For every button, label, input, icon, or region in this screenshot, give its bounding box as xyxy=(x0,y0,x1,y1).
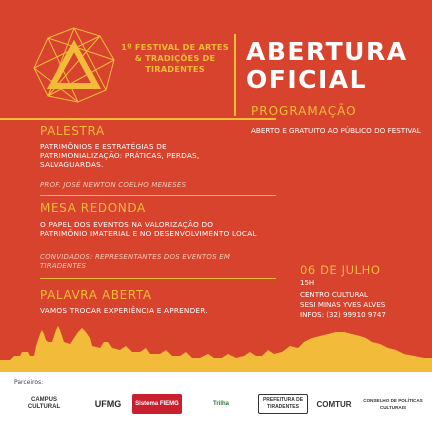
main-title-line2: OFICIAL xyxy=(246,65,368,94)
partner-logo-ufmg: UFMG xyxy=(94,398,122,409)
info-phone: INFOS: (32) 99910 9747 xyxy=(300,310,386,319)
partners-label: Parceiros: xyxy=(14,379,44,386)
free-admission-note: ABERTO E GRATUITO AO PÚBLICO DO FESTIVAL xyxy=(251,126,421,135)
partner-logo-fiemg: Sistema FIEMG xyxy=(132,394,182,414)
partner-logo-comtur: COMTUR xyxy=(316,399,352,409)
venue-line1: CENTRO CULTURAL xyxy=(300,290,368,299)
town-skyline-icon xyxy=(0,312,432,374)
partner-logo-prefeitura: PREFEITURA DE TIRADENTES xyxy=(258,394,308,414)
event-hour: 15H xyxy=(300,279,315,287)
partners-bar xyxy=(0,372,432,432)
venue-line2: SESI MINAS YVES ALVES xyxy=(300,300,386,309)
section-divider xyxy=(40,278,276,279)
festival-logo-icon xyxy=(28,24,120,106)
partner-logo-campus: CAMPUS CULTURAL xyxy=(27,397,61,410)
event-date: 06 DE JULHO xyxy=(300,263,381,277)
section-title-mesa-redonda: MESA REDONDA xyxy=(40,201,146,215)
partner-logo-conselho: CONSELHO DE POLÍTICAS CULTURAIS xyxy=(363,398,423,410)
main-title xyxy=(246,38,426,94)
section-title-palestra: PALESTRA xyxy=(40,124,105,138)
section-title-palavra-aberta: PALAVRA ABERTA xyxy=(40,288,152,302)
section-divider xyxy=(40,195,276,196)
header-divider-horizontal xyxy=(0,118,276,120)
section-text-mesa-redonda: O PAPEL DOS EVENTOS NA VALORIZAÇÃO DO PATRIMÔNIO IMATERIAL E NO DESENVOLVIMENTO LOCAL xyxy=(40,220,257,238)
festival-name: 1º FESTIVAL DE ARTES & TRADIÇÕES DE TIRADENTES xyxy=(121,42,229,74)
section-text-palavra-aberta: VAMOS TROCAR EXPERIÊNCIA E APRENDER. xyxy=(40,306,208,315)
header-divider-vertical xyxy=(234,34,236,116)
section-author-mesa-redonda: CONVIDADOS: REPRESENTANTES DOS EVENTOS EM TIRADENTES xyxy=(40,253,231,270)
partner-logo-trilha: Trilha xyxy=(212,400,229,407)
section-author-palestra: PROF. JOSÉ NEWTON COELHO MENESES xyxy=(40,181,187,189)
main-title-line1: ABERTURA xyxy=(246,37,408,66)
section-text-palestra: PATRIMÔNIOS E ESTRATÉGIAS DE PATRIMONIALIZAÇÃO: PRÁTICAS, PERDAS, SALVAGUARDAS. xyxy=(40,142,200,169)
programacao-heading: PROGRAMAÇÃO xyxy=(251,104,357,118)
